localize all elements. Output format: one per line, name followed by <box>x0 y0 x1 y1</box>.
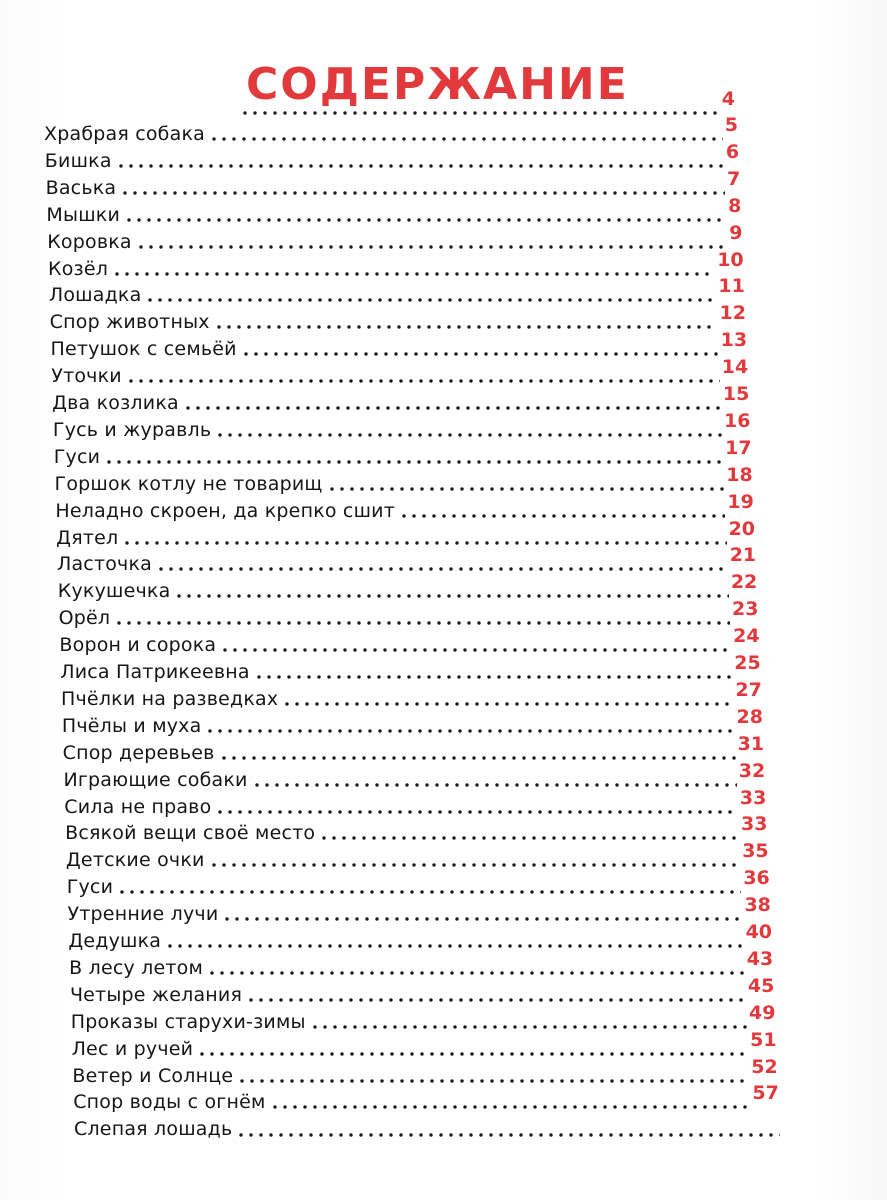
toc-row[interactable] <box>61 678 762 710</box>
toc-entry-title: Ласточка <box>56 553 152 576</box>
toc-page-number: 15 <box>722 383 750 405</box>
toc-entry-title: В лесу летом <box>69 956 204 979</box>
dot-leader <box>215 433 722 437</box>
toc-row[interactable] <box>57 571 758 603</box>
dot-leader <box>209 863 741 867</box>
dot-leader <box>214 325 718 329</box>
dot-leader <box>282 702 733 706</box>
toc-page-number: 36 <box>743 867 770 890</box>
dot-leader <box>219 756 736 760</box>
toc-row[interactable] <box>67 894 771 926</box>
toc-page-number: 23 <box>731 598 759 621</box>
toc-row[interactable] <box>72 1055 778 1087</box>
toc-page-number: 8 <box>728 194 742 217</box>
toc-row[interactable] <box>52 383 750 414</box>
toc-page-number: 51 <box>750 1028 777 1051</box>
toc-row[interactable] <box>44 114 738 145</box>
toc-page-number: 18 <box>726 463 753 486</box>
toc-page-number: 13 <box>720 329 748 352</box>
toc-row[interactable] <box>47 221 743 253</box>
toc-row[interactable] <box>54 463 753 495</box>
toc-page-number: 25 <box>734 652 761 674</box>
toc-entry-title: Неладно скроен, да крепко сшит <box>55 499 395 522</box>
toc-page-number: 31 <box>737 732 765 755</box>
toc-entry-title: Козёл <box>48 257 109 280</box>
toc-entry-title: Храбрая собака <box>44 123 205 145</box>
dot-leader <box>207 971 745 975</box>
toc-page-number: 14 <box>721 356 749 379</box>
toc-row[interactable] <box>56 517 756 549</box>
toc-entry-title: Гуси <box>66 876 114 899</box>
dot-leader <box>319 836 739 840</box>
toc-row[interactable] <box>60 652 761 683</box>
toc-page-number: 22 <box>730 571 758 594</box>
dot-leader <box>222 917 742 921</box>
toc-entry-title: Коровка <box>47 230 132 253</box>
dot-leader <box>399 514 725 518</box>
toc-row[interactable] <box>59 625 760 657</box>
dot-leader <box>183 406 721 410</box>
toc-page-number: 19 <box>727 490 754 513</box>
toc-entry-title: Проказы старухи-зимы <box>70 1010 306 1033</box>
toc-entry-title: Пчёлки на разведках <box>61 687 279 710</box>
dot-leader <box>237 1079 749 1083</box>
toc-entry-title: Гуси <box>53 445 101 468</box>
dot-leader <box>122 541 726 545</box>
dot-leader <box>136 245 728 249</box>
toc-row[interactable] <box>50 329 748 361</box>
toc-page-number: 28 <box>736 705 763 728</box>
toc-page-number: 40 <box>745 921 773 943</box>
toc-row[interactable] <box>69 974 775 1006</box>
toc-row[interactable] <box>53 436 752 468</box>
dot-leader <box>236 1133 780 1137</box>
toc-row[interactable] <box>46 194 742 226</box>
toc-entry-title: Васька <box>45 176 117 199</box>
toc-page-number: 12 <box>719 302 746 325</box>
toc-entry-title: Горшок котлу не товарищ <box>54 472 323 495</box>
toc-row[interactable] <box>56 544 757 576</box>
toc-entry-title: Играющие собаки <box>63 768 248 791</box>
toc-row[interactable] <box>68 921 773 952</box>
table-of-contents <box>0 88 887 1172</box>
page-title: СОДЕРЖАНИЕ <box>246 59 629 111</box>
dot-leader <box>104 460 723 464</box>
toc-row[interactable] <box>65 813 768 845</box>
toc-row[interactable] <box>61 705 763 737</box>
dot-leader <box>156 567 728 571</box>
toc-row[interactable] <box>58 598 759 630</box>
dot-leader <box>117 890 741 894</box>
toc-page-number: 10 <box>717 248 744 271</box>
toc-entry-title: Бишка <box>44 149 112 172</box>
dot-leader <box>126 379 720 383</box>
toc-page-number: 57 <box>752 1082 779 1105</box>
toc-entry-title: Утренние лучи <box>67 903 219 926</box>
dot-leader <box>327 487 725 491</box>
toc-page-number: 6 <box>725 140 740 163</box>
toc-entry-title: Детские очки <box>65 849 205 872</box>
toc-page-number: 52 <box>751 1055 778 1078</box>
dot-leader <box>174 594 728 598</box>
toc-page-number: 38 <box>744 894 771 917</box>
toc-entry-title: Четыре желания <box>69 983 243 1006</box>
toc-entry-title: Уточки <box>51 365 122 388</box>
dot-leader <box>241 352 719 356</box>
toc-entry-title: Мышки <box>46 203 121 226</box>
dot-leader <box>270 1105 751 1109</box>
dot-leader <box>165 944 743 948</box>
toc-page-number: 17 <box>725 436 752 459</box>
toc-entry-title: Спор деревьев <box>62 741 215 764</box>
toc-row[interactable] <box>55 490 754 522</box>
dot-leader <box>145 298 716 302</box>
toc-row[interactable] <box>64 786 767 818</box>
toc-page-number: 24 <box>733 625 760 648</box>
toc-row[interactable] <box>66 867 770 899</box>
toc-row[interactable] <box>74 1113 780 1139</box>
toc-entry-title: Петушок с семьёй <box>50 338 237 361</box>
toc-row[interactable] <box>51 356 749 388</box>
dot-leader <box>240 111 720 115</box>
toc-entry-title: Кукушечка <box>57 580 171 603</box>
toc-entry-title: Гусь и журавль <box>52 418 212 441</box>
toc-row[interactable] <box>70 1001 776 1033</box>
toc-row[interactable] <box>48 248 744 280</box>
dot-leader <box>124 218 726 222</box>
dot-leader <box>114 621 730 625</box>
toc-page-number: 5 <box>724 114 738 136</box>
toc-entry-title: Спор воды с огнём <box>73 1091 266 1114</box>
toc-row[interactable] <box>63 759 766 791</box>
toc-row[interactable] <box>48 275 745 307</box>
toc-row[interactable] <box>62 732 765 764</box>
toc-page-number: 21 <box>729 544 757 567</box>
toc-entry-title: Лес и ручей <box>71 1037 194 1060</box>
toc-page-number: 32 <box>738 759 766 782</box>
toc-row[interactable] <box>45 167 741 199</box>
toc-row[interactable] <box>44 140 740 172</box>
toc-row-intro <box>240 88 735 118</box>
toc-page-number: 11 <box>718 275 745 298</box>
toc-entry-title: Ворон и сорока <box>59 634 217 657</box>
toc-page-number: 7 <box>727 167 741 190</box>
dot-leader <box>220 648 731 652</box>
toc-row[interactable] <box>49 302 746 334</box>
toc-entry-title: Два козлика <box>52 392 179 414</box>
toc-page-number: 16 <box>724 409 751 432</box>
toc-row[interactable] <box>73 1082 779 1114</box>
toc-entry-title: Дятел <box>56 526 119 549</box>
dot-leader <box>310 1025 747 1029</box>
toc-page-number: 49 <box>748 1001 776 1024</box>
toc-row[interactable] <box>69 947 774 979</box>
toc-entry-title: Всякой вещи своё место <box>65 822 316 845</box>
toc-row[interactable] <box>52 409 751 441</box>
dot-leader <box>112 272 715 276</box>
toc-page-number: 35 <box>742 840 769 863</box>
toc-entry-title: Орёл <box>58 607 111 630</box>
toc-row[interactable] <box>65 840 769 872</box>
dot-leader <box>205 729 734 733</box>
toc-page-number: 33 <box>741 813 768 836</box>
toc-page-number: 45 <box>747 974 775 997</box>
dot-leader <box>116 164 724 168</box>
dot-leader <box>254 675 733 679</box>
toc-entry-title: Ветер и Солнце <box>72 1064 234 1087</box>
toc-row[interactable] <box>71 1028 777 1060</box>
toc-entry-title: Сила не право <box>64 795 212 818</box>
dot-leader <box>209 137 723 141</box>
toc-page-number: 33 <box>739 786 767 809</box>
dot-leader <box>252 783 737 787</box>
toc-entry-title: Слепая лошадь <box>74 1118 233 1141</box>
toc-entry-title: Лошадка <box>48 284 142 307</box>
toc-entry-title: Дедушка <box>68 930 162 952</box>
dot-leader <box>246 998 746 1002</box>
toc-entry-title: Спор животных <box>49 311 210 334</box>
dot-leader <box>120 191 725 195</box>
dot-leader <box>215 810 737 814</box>
dot-leader <box>197 1052 748 1056</box>
toc-page-number: 20 <box>728 517 756 540</box>
toc-page-number: 27 <box>735 678 762 701</box>
toc-entry-title: Пчёлы и муха <box>61 714 202 737</box>
toc-page-number: 43 <box>746 947 774 970</box>
toc-entry-title: Лиса Патрикеевна <box>60 661 250 683</box>
toc-page-number: 9 <box>729 221 743 244</box>
toc-page-number: 4 <box>721 88 735 110</box>
